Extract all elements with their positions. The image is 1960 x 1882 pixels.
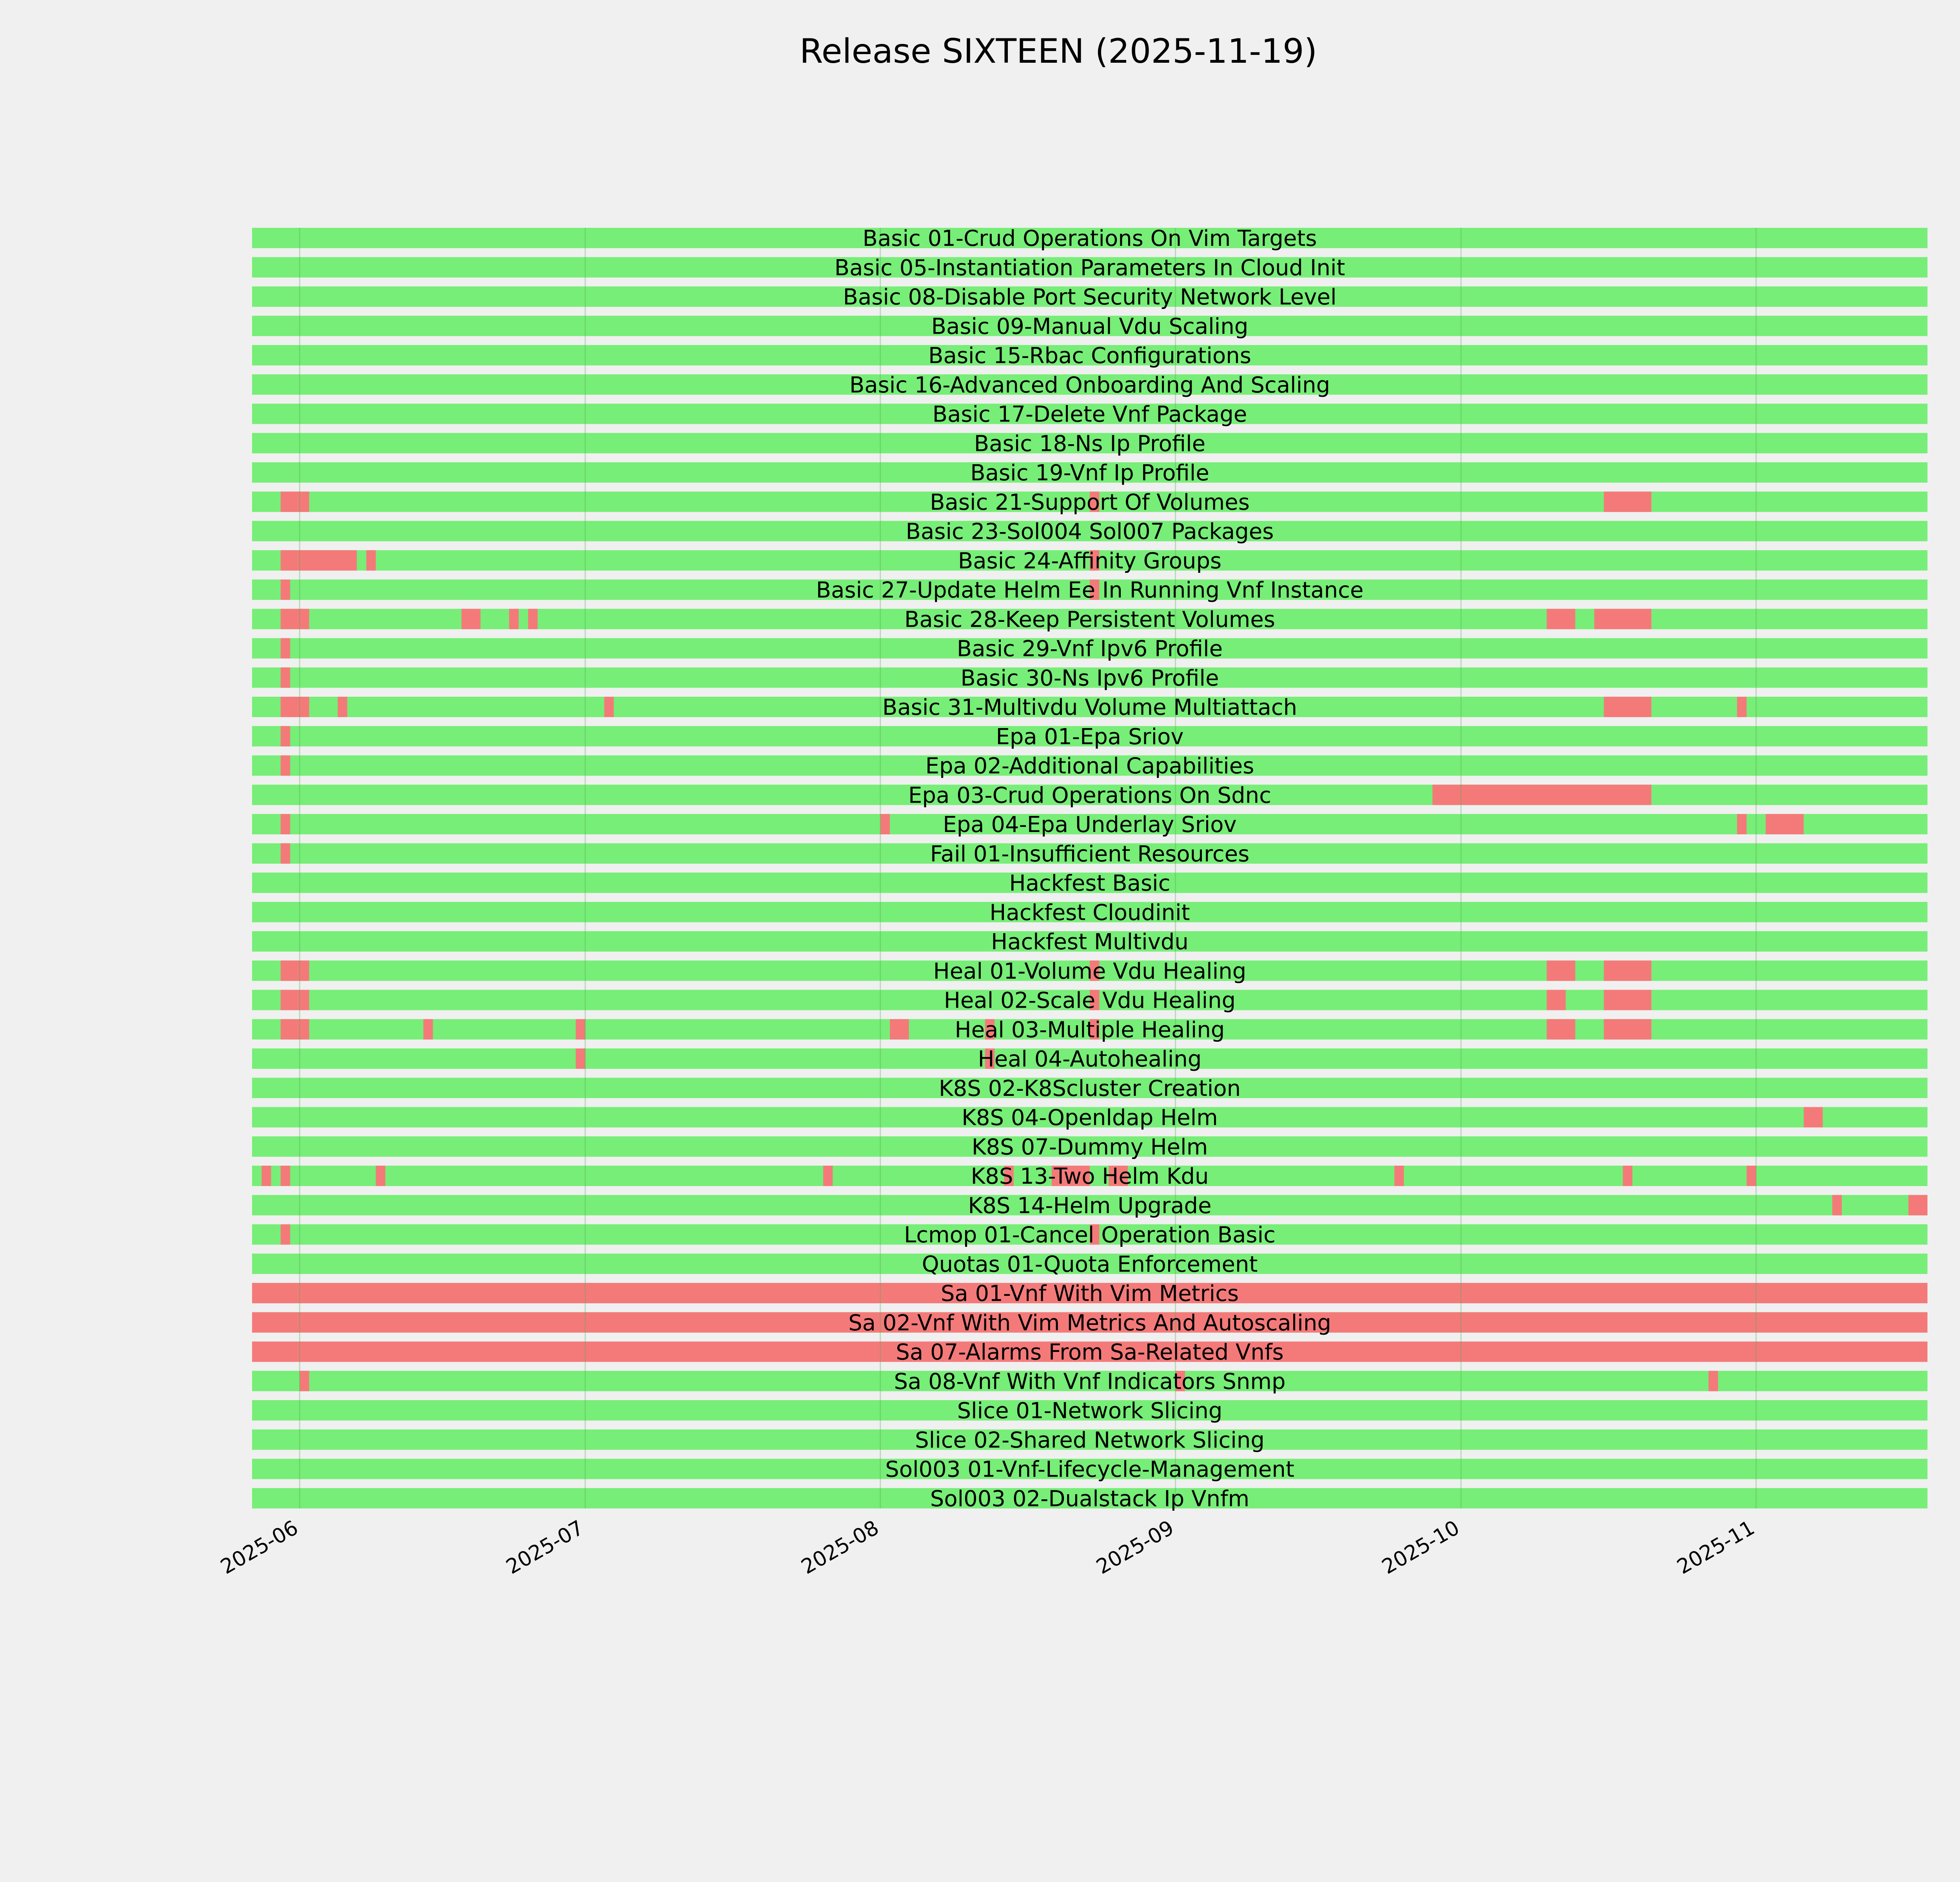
row-label: Basic 30-Ns Ipv6 Profile bbox=[960, 665, 1219, 691]
row-label: Lcmop 01-Cancel Operation Basic bbox=[904, 1222, 1276, 1248]
row-label: Basic 18-Ns Ip Profile bbox=[974, 431, 1206, 457]
fail-segment bbox=[1908, 1195, 1927, 1215]
fail-segment bbox=[880, 814, 890, 834]
row-label: Basic 31-Multivdu Volume Multiattach bbox=[882, 695, 1298, 720]
row-label: Basic 24-Affinity Groups bbox=[958, 548, 1222, 574]
fail-segment bbox=[281, 990, 309, 1010]
row-label: Basic 05-Instantiation Parameters In Cloud Init bbox=[834, 255, 1345, 281]
fail-segment bbox=[281, 550, 357, 570]
fail-segment bbox=[281, 609, 309, 629]
fail-segment bbox=[576, 1048, 585, 1069]
fail-segment bbox=[890, 1019, 909, 1039]
chart-title: Release SIXTEEN (2025-11-19) bbox=[799, 32, 1318, 71]
fail-segment bbox=[576, 1019, 585, 1039]
x-tick-label: 2025-07 bbox=[502, 1516, 588, 1579]
fail-segment bbox=[1747, 1166, 1756, 1186]
row-label: K8S 04-Openldap Helm bbox=[962, 1105, 1218, 1131]
row-label: K8S 13-Two Helm Kdu bbox=[971, 1164, 1209, 1189]
row-label: Basic 27-Update Helm Ee In Running Vnf Instance bbox=[816, 578, 1364, 603]
row-label: Basic 19-Vnf Ip Profile bbox=[970, 460, 1209, 486]
row-label: Heal 04-Autohealing bbox=[978, 1046, 1202, 1072]
fail-segment bbox=[1737, 697, 1746, 717]
row-label: Basic 23-Sol004 Sol007 Packages bbox=[906, 519, 1274, 545]
x-tick-label: 2025-11 bbox=[1673, 1516, 1759, 1579]
fail-segment bbox=[1766, 814, 1804, 834]
row-label: Basic 09-Manual Vdu Scaling bbox=[931, 314, 1249, 340]
row-label: Sa 01-Vnf With Vim Metrics bbox=[940, 1281, 1239, 1306]
fail-segment bbox=[281, 814, 290, 834]
row-label: Sa 07-Alarms From Sa-Related Vnfs bbox=[896, 1339, 1284, 1365]
fail-segment bbox=[281, 961, 309, 981]
fail-segment bbox=[281, 1019, 309, 1039]
row-label: Sol003 01-Vnf-Lifecycle-Management bbox=[885, 1457, 1294, 1482]
fail-segment bbox=[281, 726, 290, 747]
row-label: Sa 08-Vnf With Vnf Indicators Snmp bbox=[894, 1369, 1286, 1395]
row-label: Sol003 02-Dualstack Ip Vnfm bbox=[930, 1486, 1250, 1512]
fail-segment bbox=[1547, 990, 1566, 1010]
fail-segment bbox=[1832, 1195, 1842, 1215]
row-label: Quotas 01-Quota Enforcement bbox=[922, 1252, 1258, 1277]
fail-segment bbox=[261, 1166, 271, 1186]
row-label: Epa 01-Epa Sriov bbox=[996, 724, 1184, 750]
row-label: Fail 01-Insufficient Resources bbox=[930, 841, 1250, 867]
x-tick-label: 2025-06 bbox=[216, 1516, 302, 1579]
row-label: Basic 15-Rbac Configurations bbox=[928, 343, 1251, 369]
fail-segment bbox=[1737, 814, 1746, 834]
row-label: Heal 01-Volume Vdu Healing bbox=[933, 958, 1247, 984]
fail-segment bbox=[366, 550, 376, 570]
fail-segment bbox=[1708, 1371, 1718, 1391]
fail-segment bbox=[281, 667, 290, 688]
fail-segment bbox=[281, 756, 290, 776]
fail-segment bbox=[1547, 961, 1575, 981]
row-label: Hackfest Basic bbox=[1009, 870, 1171, 896]
row-label: Sa 02-Vnf With Vim Metrics And Autoscaling bbox=[848, 1310, 1331, 1336]
fail-segment bbox=[281, 1166, 290, 1186]
fail-segment bbox=[1604, 492, 1651, 512]
row-label: Slice 02-Shared Network Slicing bbox=[915, 1427, 1265, 1453]
row-label: Epa 04-Epa Underlay Sriov bbox=[943, 812, 1237, 837]
row-label: K8S 07-Dummy Helm bbox=[971, 1134, 1208, 1160]
fail-segment bbox=[281, 579, 290, 600]
fail-segment bbox=[1604, 990, 1651, 1010]
fail-segment bbox=[604, 697, 614, 717]
fail-segment bbox=[281, 638, 290, 659]
fail-segment bbox=[1604, 961, 1651, 981]
row-label: Basic 28-Keep Persistent Volumes bbox=[904, 607, 1275, 632]
fail-segment bbox=[1604, 697, 1651, 717]
fail-segment bbox=[1623, 1166, 1632, 1186]
row-label: Basic 17-Delete Vnf Package bbox=[932, 401, 1247, 427]
fail-segment bbox=[823, 1166, 833, 1186]
fail-segment bbox=[1394, 1166, 1404, 1186]
row-label: Basic 29-Vnf Ipv6 Profile bbox=[956, 636, 1223, 662]
fail-segment bbox=[1804, 1107, 1823, 1128]
row-label: Basic 16-Advanced Onboarding And Scaling bbox=[849, 372, 1330, 398]
row-label: Heal 02-Scale Vdu Healing bbox=[944, 988, 1236, 1014]
row-label: Heal 03-Multiple Healing bbox=[955, 1017, 1225, 1043]
fail-segment bbox=[1547, 1019, 1575, 1039]
fail-segment bbox=[281, 697, 309, 717]
row-label: Hackfest Multivdu bbox=[991, 929, 1189, 955]
row-label: Basic 21-Support Of Volumes bbox=[930, 489, 1250, 515]
fail-segment bbox=[376, 1166, 385, 1186]
fail-segment bbox=[338, 697, 347, 717]
fail-segment bbox=[281, 843, 290, 864]
fail-segment bbox=[461, 609, 481, 629]
row-label: Epa 03-Crud Operations On Sdnc bbox=[908, 783, 1271, 808]
x-tick-label: 2025-09 bbox=[1092, 1516, 1178, 1579]
fail-segment bbox=[528, 609, 537, 629]
row-label: Epa 02-Additional Capabilities bbox=[925, 753, 1254, 779]
fail-segment bbox=[281, 1224, 290, 1245]
fail-segment bbox=[281, 492, 309, 512]
x-tick-label: 2025-10 bbox=[1378, 1516, 1464, 1579]
row-label: K8S 02-K8Scluster Creation bbox=[938, 1075, 1241, 1101]
fail-segment bbox=[299, 1371, 309, 1391]
row-label: Basic 08-Disable Port Security Network Level bbox=[843, 284, 1337, 310]
row-label: Slice 01-Network Slicing bbox=[957, 1398, 1223, 1424]
row-label: Basic 01-Crud Operations On Vim Targets bbox=[862, 226, 1317, 251]
fail-segment bbox=[1604, 1019, 1651, 1039]
row-label: K8S 14-Helm Upgrade bbox=[968, 1193, 1212, 1219]
fail-segment bbox=[1594, 609, 1651, 629]
x-tick-label: 2025-08 bbox=[797, 1516, 883, 1579]
row-label: Hackfest Cloudinit bbox=[989, 900, 1190, 926]
fail-segment bbox=[509, 609, 519, 629]
fail-segment bbox=[423, 1019, 433, 1039]
fail-segment bbox=[1432, 785, 1651, 805]
fail-segment bbox=[1547, 609, 1575, 629]
